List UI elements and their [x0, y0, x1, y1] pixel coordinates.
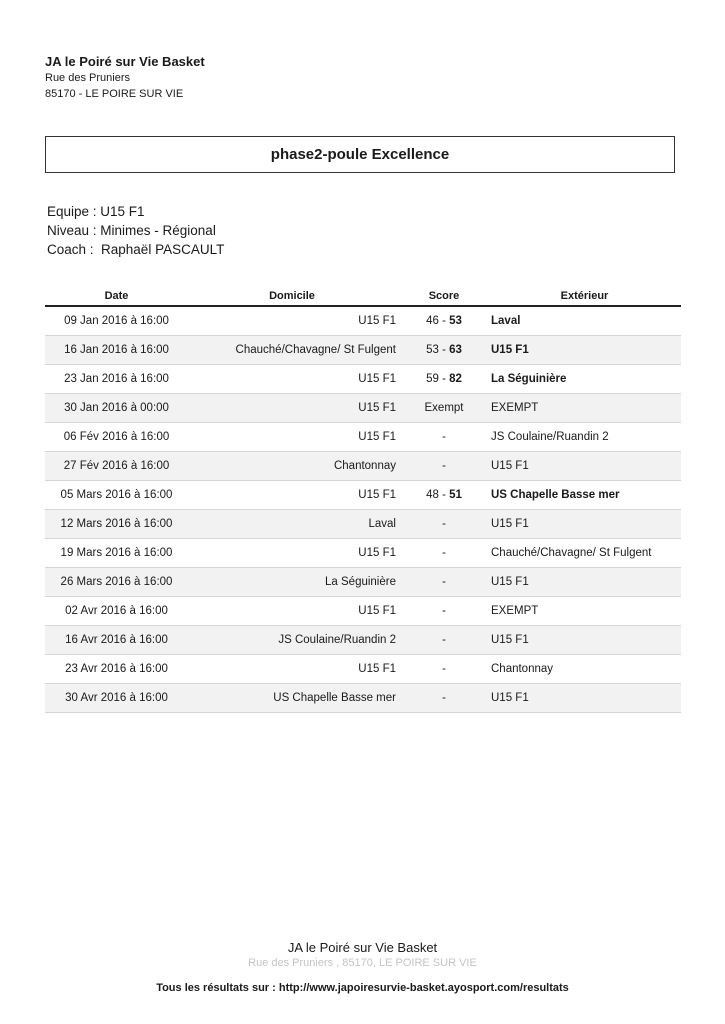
header-away: Extérieur [488, 286, 681, 306]
home-team: La Séguinière [188, 568, 400, 597]
score-separator: Exempt [424, 402, 464, 414]
home-team: U15 F1 [188, 655, 400, 684]
score-separator: - [442, 663, 446, 675]
match-score [400, 539, 488, 568]
match-date: 26 Mars 2016 à 16:00 [45, 568, 188, 597]
match-score [400, 452, 488, 481]
match-score [400, 626, 488, 655]
page-title: phase2-poule Excellence [270, 146, 450, 163]
away-team: U15 F1 [488, 626, 681, 655]
score-separator: - [438, 489, 450, 501]
match-date: 19 Mars 2016 à 16:00 [45, 539, 188, 568]
home-team: US Chapelle Basse mer [188, 684, 400, 713]
table-row [45, 423, 681, 452]
score-away: 82 [449, 373, 462, 385]
match-date: 27 Fév 2016 à 16:00 [45, 452, 188, 481]
home-team: U15 F1 [188, 539, 400, 568]
club-city: 85170 - LE POIRE SUR VIE [45, 88, 184, 100]
match-date: 02 Avr 2016 à 16:00 [45, 597, 188, 626]
away-team: Chauché/Chavagne/ St Fulgent [488, 539, 681, 568]
score-separator: - [438, 315, 450, 327]
footer-address: Rue des Pruniers , 85170, LE POIRE SUR VIE [248, 957, 477, 969]
away-team: Laval [488, 306, 681, 336]
table-row [45, 510, 681, 539]
score-separator: - [442, 634, 446, 646]
away-team: EXEMPT [488, 394, 681, 423]
footer-club: JA le Poiré sur Vie Basket [287, 940, 438, 955]
club-header [45, 54, 205, 102]
title-box [45, 136, 675, 173]
match-date: 16 Jan 2016 à 16:00 [45, 336, 188, 365]
away-team: U15 F1 [488, 684, 681, 713]
match-score [400, 336, 488, 365]
score-separator: - [438, 344, 450, 356]
match-date: 16 Avr 2016 à 16:00 [45, 626, 188, 655]
table-row [45, 568, 681, 597]
home-team: U15 F1 [188, 597, 400, 626]
match-date: 06 Fév 2016 à 16:00 [45, 423, 188, 452]
score-home: 59 [426, 373, 439, 385]
score-separator: - [442, 460, 446, 472]
home-team: U15 F1 [188, 306, 400, 336]
score-separator: - [442, 576, 446, 588]
table-row [45, 394, 681, 423]
score-separator: - [442, 547, 446, 559]
header-score: Score [400, 286, 488, 306]
match-date: 23 Avr 2016 à 16:00 [45, 655, 188, 684]
score-separator: - [442, 431, 446, 443]
match-score [400, 684, 488, 713]
away-team: JS Coulaine/Ruandin 2 [488, 423, 681, 452]
away-team: La Séguinière [488, 365, 681, 394]
away-team: U15 F1 [488, 452, 681, 481]
match-score [400, 365, 488, 394]
score-away: 53 [449, 315, 462, 327]
club-name: JA le Poiré sur Vie Basket [45, 54, 205, 69]
table-row [45, 655, 681, 684]
schedule-table [45, 286, 681, 713]
match-score [400, 306, 488, 336]
away-team: U15 F1 [488, 568, 681, 597]
score-away: 63 [449, 344, 462, 356]
match-score [400, 597, 488, 626]
match-score [400, 655, 488, 684]
score-home: 48 [426, 489, 439, 501]
score-separator: - [442, 605, 446, 617]
table-row [45, 597, 681, 626]
home-team: U15 F1 [188, 394, 400, 423]
match-date: 30 Avr 2016 à 16:00 [45, 684, 188, 713]
score-away: 51 [449, 489, 462, 501]
table-row [45, 365, 681, 394]
match-date: 12 Mars 2016 à 16:00 [45, 510, 188, 539]
home-team: Chantonnay [188, 452, 400, 481]
away-team: US Chapelle Basse mer [488, 481, 681, 510]
home-team: Laval [188, 510, 400, 539]
header-date: Date [45, 286, 188, 306]
score-separator: - [438, 373, 450, 385]
table-row [45, 481, 681, 510]
team-coach: Coach : Raphaël PASCAULT [47, 242, 225, 257]
away-team: U15 F1 [488, 510, 681, 539]
match-score [400, 394, 488, 423]
table-header-row [45, 286, 681, 306]
table-row [45, 626, 681, 655]
table-row [45, 336, 681, 365]
match-score [400, 510, 488, 539]
header-home: Domicile [188, 286, 400, 306]
match-date: 09 Jan 2016 à 16:00 [45, 306, 188, 336]
score-home: 53 [426, 344, 439, 356]
match-score [400, 423, 488, 452]
match-score [400, 568, 488, 597]
home-team: U15 F1 [188, 481, 400, 510]
home-team: U15 F1 [188, 423, 400, 452]
team-equipe: Equipe : U15 F1 [47, 204, 145, 219]
match-score [400, 481, 488, 510]
score-separator: - [442, 518, 446, 530]
team-info [47, 202, 224, 259]
match-date: 05 Mars 2016 à 16:00 [45, 481, 188, 510]
table-row [45, 539, 681, 568]
table-row [45, 306, 681, 336]
away-team: EXEMPT [488, 597, 681, 626]
match-date: 23 Jan 2016 à 16:00 [45, 365, 188, 394]
team-niveau: Niveau : Minimes - Régional [47, 223, 216, 238]
away-team: U15 F1 [488, 336, 681, 365]
home-team: JS Coulaine/Ruandin 2 [188, 626, 400, 655]
match-date: 30 Jan 2016 à 00:00 [45, 394, 188, 423]
score-home: 46 [426, 315, 439, 327]
footer-results-link[interactable]: Tous les résultats sur : http://www.japoiresurvie-basket.ayosport.com/resultats [156, 982, 569, 994]
away-team: Chantonnay [488, 655, 681, 684]
score-separator: - [442, 692, 446, 704]
home-team: Chauché/Chavagne/ St Fulgent [188, 336, 400, 365]
table-row [45, 684, 681, 713]
home-team: U15 F1 [188, 365, 400, 394]
table-row [45, 452, 681, 481]
club-street: Rue des Pruniers [45, 72, 130, 84]
